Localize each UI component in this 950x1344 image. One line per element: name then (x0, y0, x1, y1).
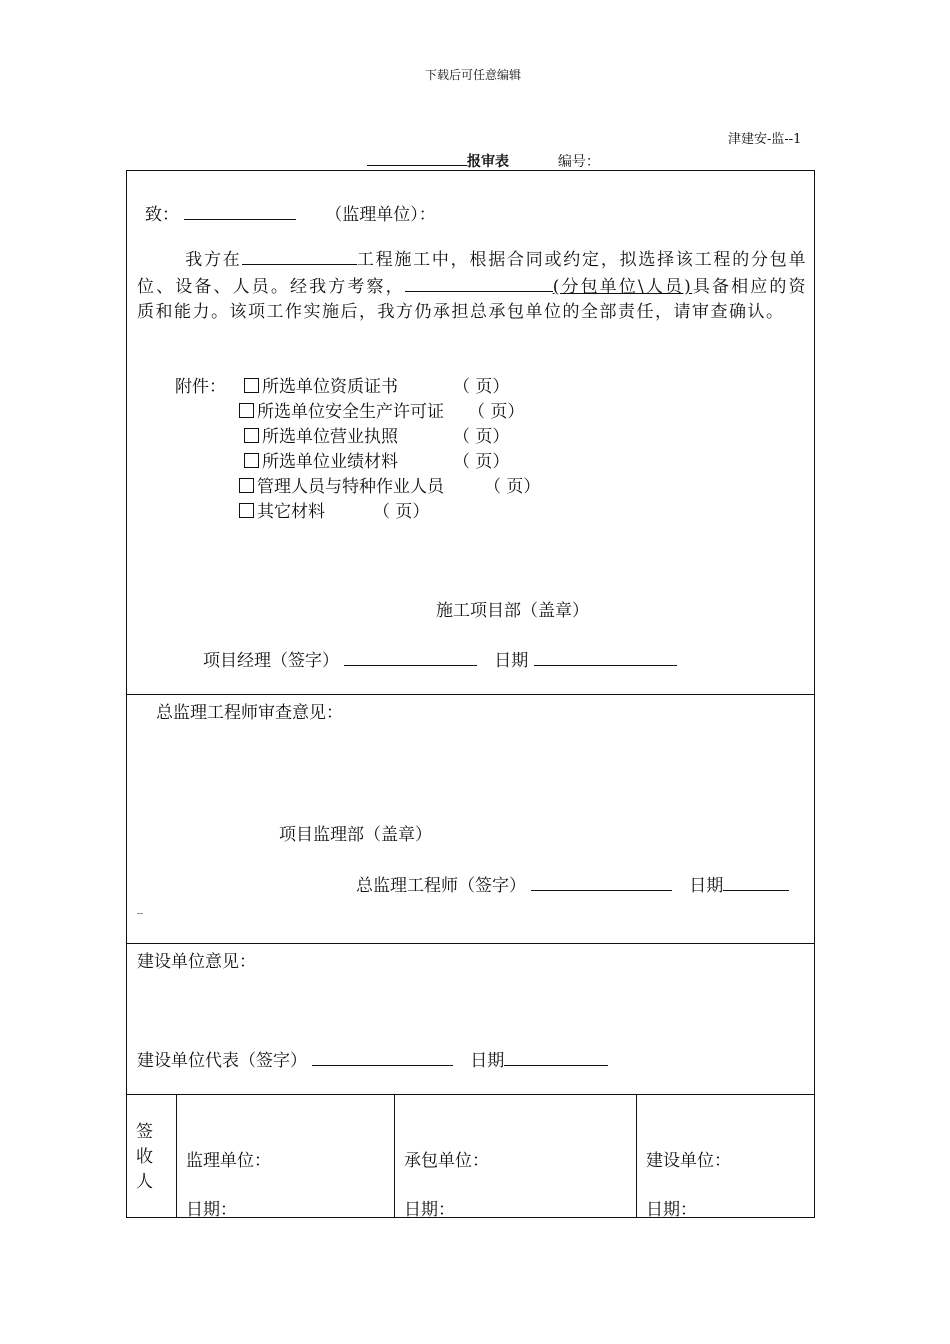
checkbox[interactable] (239, 403, 254, 418)
attachment-pages: （ 页） (484, 477, 541, 497)
date-label: 日期 (494, 651, 529, 671)
supervision-stamp: 项目监理部（盖章） (279, 825, 432, 845)
attachment-item[interactable] (239, 472, 444, 497)
chief-opinion-label: 总监理工程师审查意见： (156, 703, 343, 723)
signoff-unit: 建设单位： (646, 1151, 731, 1171)
attachment-item[interactable] (244, 372, 398, 397)
attachment-label: 管理人员与特种作业人员 (257, 477, 444, 497)
checkbox[interactable] (244, 378, 259, 393)
para-suffix: 具备相应的资质和能力。该项工作实施后，我方仍承担总承包单位的全部责任，请审查确认。 (137, 277, 807, 322)
signoff-unit: 承包单位： (404, 1151, 489, 1171)
signoff-date: 日期： (404, 1200, 455, 1220)
subcontractor-blank[interactable] (405, 273, 553, 292)
date-label: 日期 (689, 876, 724, 896)
engineer-signature-field[interactable] (531, 872, 672, 891)
to-suffix: （监理单位）： (325, 205, 436, 225)
owner-signature-field[interactable] (312, 1047, 453, 1066)
attachment-pages: （ 页） (468, 402, 525, 422)
checkbox[interactable] (244, 428, 259, 443)
attachment-pages: （ 页） (453, 427, 510, 447)
attachment-item[interactable] (244, 447, 398, 472)
owner-opinion-label: 建设单位意见： (137, 952, 256, 972)
form-code: 津建安-监--1 (728, 132, 802, 147)
attachment-label: 所选单位营业执照 (262, 427, 398, 447)
checkbox[interactable] (239, 503, 254, 518)
attachment-item[interactable] (244, 422, 398, 447)
date-field[interactable] (504, 1047, 608, 1066)
date-field[interactable] (534, 647, 677, 666)
divider (176, 1094, 177, 1218)
project-blank[interactable] (242, 246, 357, 265)
request-paragraph (137, 246, 807, 325)
owner-sign-line (137, 1046, 608, 1071)
attachment-label: 所选单位业绩材料 (262, 452, 398, 472)
attachment-label: 所选单位资质证书 (262, 377, 398, 397)
engineer-sign-label: 总监理工程师（签字） (356, 876, 526, 896)
date-label: 日期 (470, 1051, 505, 1071)
supervision-unit-blank[interactable] (184, 201, 296, 220)
attachment-pages: （ 页） (453, 452, 510, 472)
to-line (145, 200, 436, 225)
checkbox[interactable] (239, 478, 254, 493)
date-field[interactable] (723, 872, 789, 891)
form-title-line (367, 150, 600, 171)
attachment-item[interactable] (239, 397, 444, 422)
stray-mark: _ (137, 900, 143, 914)
form-title: 报审表 (467, 154, 509, 170)
number-label: 编号： (557, 154, 600, 170)
divider (394, 1094, 395, 1218)
attachment-label: 所选单位安全生产许可证 (257, 402, 444, 422)
signoff-date: 日期： (186, 1200, 237, 1220)
attachment-label: 其它材料 (257, 502, 325, 522)
construction-stamp: 施工项目部（盖章） (436, 601, 589, 621)
para-prefix: 我方在 (185, 250, 242, 270)
attachment-item[interactable] (239, 497, 325, 522)
signoff-label: 签收人 (136, 1122, 153, 1192)
manager-sign-line (203, 646, 677, 671)
divider (126, 694, 815, 695)
owner-rep-sign-label: 建设单位代表（签字） (137, 1051, 307, 1071)
project-name-blank[interactable] (367, 150, 467, 166)
divider (126, 943, 815, 944)
checkbox[interactable] (244, 453, 259, 468)
divider (126, 1094, 815, 1095)
attach-label: 附件： (175, 377, 226, 397)
header-note: 下载后可任意编辑 (425, 68, 522, 82)
engineer-sign-line (356, 871, 789, 896)
attachment-pages: （ 页） (373, 502, 430, 522)
signoff-date: 日期： (646, 1200, 697, 1220)
divider (636, 1094, 637, 1218)
to-label: 致： (145, 205, 179, 225)
para-paren: (分包单位\人员) (552, 277, 693, 297)
attachment-pages: （ 页） (453, 377, 510, 397)
para-mid: 工程施工中，根据合同或约定，拟选择该工程的分包单位、设备、人员。经我方考察， (137, 250, 808, 297)
manager-sign-label: 项目经理（签字） (203, 651, 339, 671)
manager-signature-field[interactable] (344, 647, 477, 666)
signoff-unit: 监理单位： (186, 1151, 271, 1171)
